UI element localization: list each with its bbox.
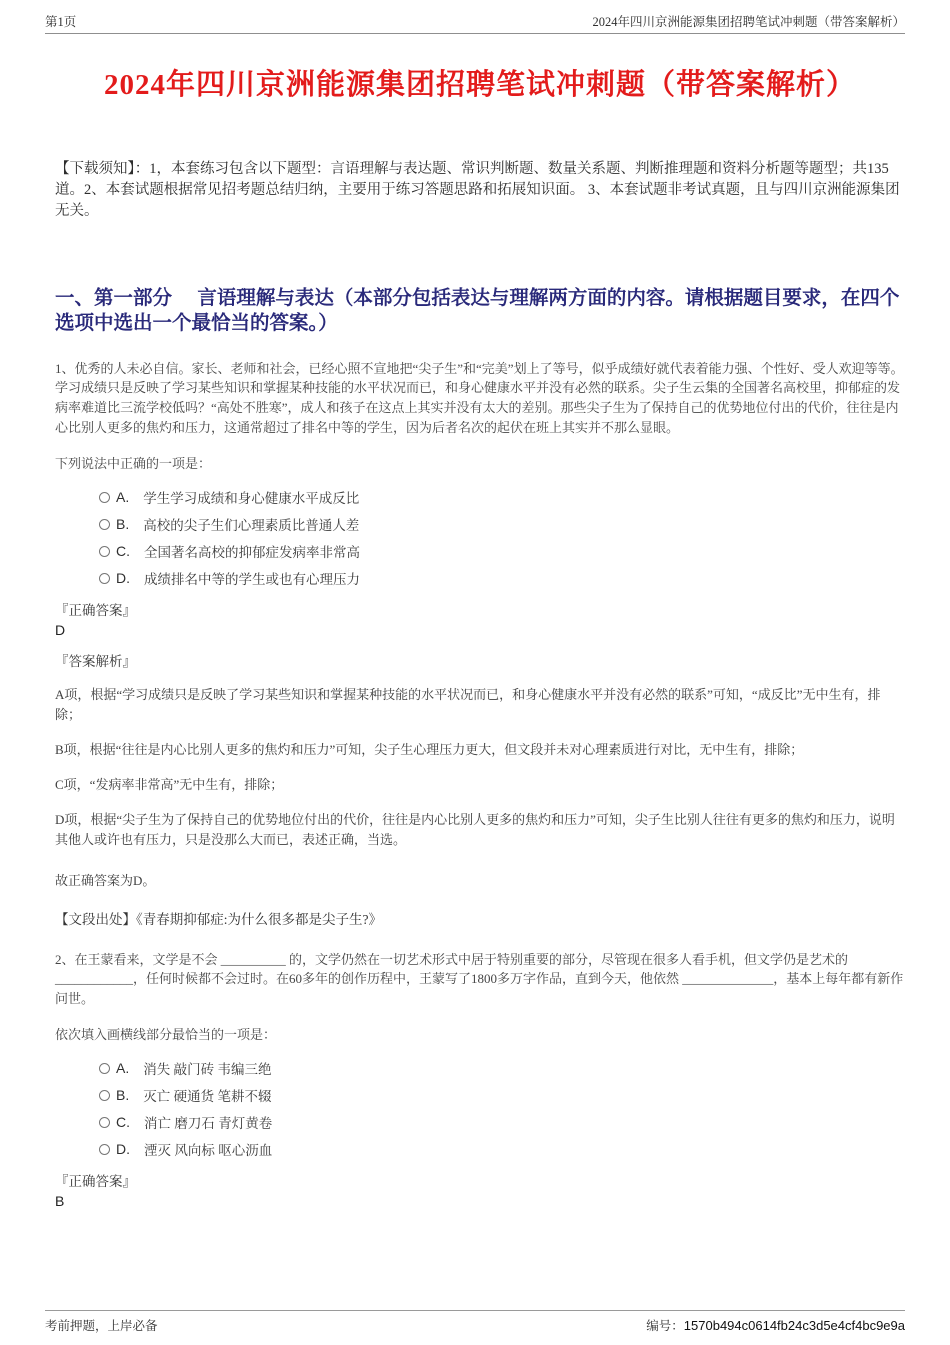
page-footer [45,1310,905,1334]
option-radio-b[interactable] [99,1090,110,1101]
option-row-b[interactable] [99,511,905,538]
footer-serial-number: 1570b494c0614fb24c3d5e4cf4bc9e9a [683,1318,905,1333]
option-radio-a[interactable] [99,492,110,503]
option-letter: B. [116,516,130,533]
footer-serial [646,1316,905,1334]
option-text: 高校的尖子生们心理素质比普通人差 [143,518,360,534]
question-stem: 1、优秀的人未必自信。家长、老师和社会，已经心照不宣地把“尖子生”和“完美”划上了等号，似乎成绩好就代表着能力强、个性好、受人欢迎等等。学习成绩只是反映了学习某些知识和掌握某种技能的水平状况而已，和身心健康水平并没有必然的联系。尖子生云集的全国著名高校里，抑郁症的发病率难道比三流学校低吗？“高处不胜寒”，成人和孩子在这点上其实并没有太大的差别。那些尖子生为了保持自己的优势地位付出的代价，往往是内心比别人更多的焦灼和压力，这通常超过了排名中等的学生，因为后者名次的起伏在班上其实并不那么显眼。 [55,360,904,435]
header-page-number: 第1页 [45,15,77,29]
option-letter: C. [116,1114,130,1131]
option-row-a[interactable] [99,1055,905,1082]
correct-answer: D [55,621,66,638]
footer-serial-label: 编号： [646,1319,684,1333]
option-text: 消失 敲门砖 韦编三绝 [143,1062,272,1078]
question-options [99,484,905,592]
analysis-paragraph-b: B项，根据“往往是内心比别人更多的焦灼和压力”可知，尖子生心理压力更大，但文段并未对心理素质进行对比，无中生有，排除； [55,742,804,758]
correct-answer: B [55,1192,65,1209]
header-doc-title: 2024年四川京洲能源集团招聘笔试冲刺题（带答案解析） [592,15,905,29]
page-body [55,46,905,1211]
option-radio-d[interactable] [99,573,110,584]
option-radio-b[interactable] [99,519,110,530]
analysis-paragraph-c: C项，“发病率非常高”无中生有，排除； [55,777,284,793]
question-2 [55,950,905,1209]
question-prompt: 依次填入画横线部分最恰当的一项是： [55,1026,277,1042]
option-row-c[interactable] [99,538,905,565]
footer-slogan: 考前押题，上岸必备 [45,1319,158,1333]
question-prompt: 下列说法中正确的一项是： [55,455,212,471]
correct-answer-label: 『正确答案』 [55,602,136,618]
option-row-d[interactable] [99,1136,905,1163]
option-text: 灭亡 硬通货 笔耕不辍 [143,1089,272,1105]
option-text: 成绩排名中等的学生或也有心理压力 [144,572,360,588]
section-heading [55,286,905,337]
option-text: 消亡 磨刀石 青灯黄卷 [144,1116,273,1132]
option-radio-c[interactable] [99,546,110,557]
correct-answer-label: 『正确答案』 [55,1173,136,1189]
option-text: 学生学习成绩和身心健康水平成反比 [143,491,360,507]
option-row-b[interactable] [99,1082,905,1109]
option-radio-d[interactable] [99,1144,110,1155]
section-title: 言语理解与表达（本部分包括表达与理解两方面的内容。请根据题目要求，在四个选项中选出一个最恰当的答案。） [55,288,900,335]
option-letter: C. [116,543,130,560]
question-stem: 2、在王蒙看来，文学是不会 __________ 的，文学仍然在一切艺术形式中居于特别重要的部分，尽管现在很多人看手机，但文学仍是艺术的 ____________，任何时候都不会过时。在60多年的创作历程中，王蒙写了1800多万字作品，直到今天，他依然 ______________，基本上每年都有新作问世。 [55,951,904,1007]
option-text: 湮灭 风向标 呕心沥血 [144,1143,273,1159]
option-letter: A. [116,1060,130,1077]
option-radio-a[interactable] [99,1063,110,1074]
passage-source: 【文段出处】《青春期抑郁症:为什么很多都是尖子生?》 [55,911,382,927]
option-letter: D. [116,1141,130,1158]
option-letter: A. [116,489,130,506]
option-text: 全国著名高校的抑郁症发病率非常高 [144,545,360,561]
analysis-paragraph-d: D项，根据“尖子生为了保持自己的优势地位付出的代价，往往是内心比别人更多的焦灼和压力”可知，尖子生比别人往往有更多的焦灼和压力，说明其他人或许也有压力，只是没那么大而已，表述正确，当选。 [55,812,895,848]
page-header [45,12,905,34]
option-radio-c[interactable] [99,1117,110,1128]
option-row-c[interactable] [99,1109,905,1136]
analysis-label: 『答案解析』 [55,653,136,669]
option-row-d[interactable] [99,565,905,592]
question-options [99,1055,905,1163]
option-letter: B. [116,1087,130,1104]
answer-conclusion: 故正确答案为D。 [55,872,156,888]
analysis-paragraph-a: A项，根据“学习成绩只是反映了学习某些知识和掌握某种技能的水平状况而已，和身心健康水平并没有必然的联系”可知，“成反比”无中生有，排除； [55,686,881,722]
page-title: 2024年四川京洲能源集团招聘笔试冲刺题（带答案解析） [103,69,856,101]
section-number: 一、第一部分 [55,288,173,310]
option-row-a[interactable] [99,484,905,511]
download-notice: 【下载须知】：1，本套练习包含以下题型：言语理解与表达题、常识判断题、数量关系题、判断推理题和资料分析题等题型；共135道。2、本套试题根据常见招考题总结归纳，主要用于练习答题思路和拓展知识面。 3、本套试题非考试真题，且与四川京洲能源集团无关。 [55,161,900,220]
option-letter: D. [116,570,130,587]
question-1 [55,359,905,928]
